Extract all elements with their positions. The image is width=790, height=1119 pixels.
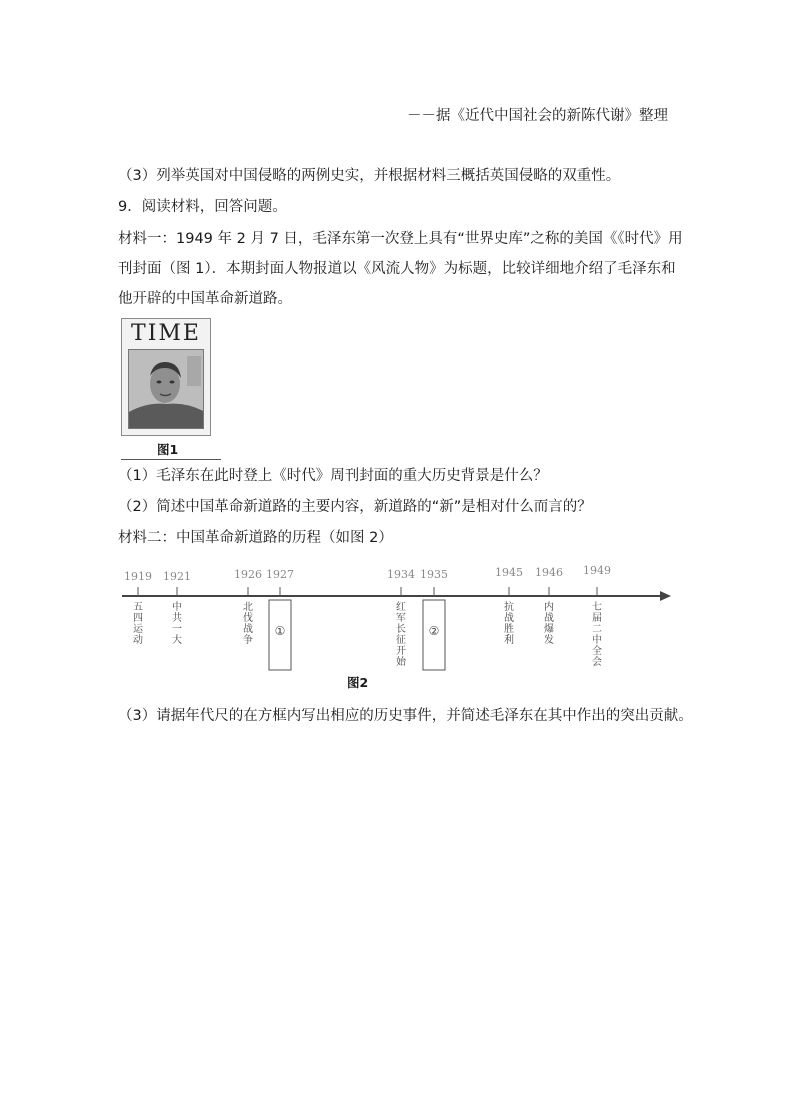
timeline-event-label: 北伐战争 [243, 602, 253, 646]
question-3-prev: （3）列举英国对中国侵略的两例史实，并根据材料三概括英国侵略的双重性。 [118, 168, 621, 184]
timeline-year-1946: 1946 [535, 566, 563, 579]
material-1-line-3: 他开辟的中国革命新道路。 [118, 291, 292, 307]
timeline-event-label: 抗战胜利 [504, 602, 514, 646]
material-1-line-1: 材料一：1949 年 2 月 7 日，毛泽东第一次登上具有“世界史库”之称的美国《《时代》用 [118, 231, 683, 247]
source-attribution: －－据《近代中国社会的新陈代谢》整理 [407, 108, 668, 124]
timeline-arrow [660, 591, 671, 601]
portrait-illustration [128, 349, 204, 429]
timeline-year-1934: 1934 [387, 568, 415, 581]
question-3: （3）请据年代尺的在方框内写出相应的历史事件，并简述毛泽东在其中作出的突出贡献。 [118, 708, 693, 724]
timeline-event-label: 内战爆发 [544, 602, 554, 646]
timeline-event-label: 中共一大 [172, 602, 182, 646]
portrait-icon [129, 350, 204, 429]
question-1: （1）毛泽东在此时登上《时代》周刊封面的重大历史背景是什么？ [118, 468, 548, 484]
timeline-year-1945: 1945 [495, 566, 523, 579]
timeline-blank-marker: ① [274, 624, 286, 638]
timeline-year-1935: 1935 [420, 568, 448, 581]
timeline-year-1949: 1949 [583, 564, 611, 577]
question-9-title: 9．阅读材料，回答问题。 [118, 199, 287, 215]
material-1-line-2: 刊封面（图 1）．本期封面人物报道以《风流人物》为标题，比较详细地介绍了毛泽东和 [118, 261, 676, 277]
cover-masthead: TIME [131, 321, 201, 346]
timeline-event-label: 七届二中全会 [592, 602, 602, 668]
figure-1-caption: 图1 [157, 442, 179, 457]
timeline-year-1921: 1921 [163, 570, 191, 583]
timeline-chart [118, 560, 678, 675]
material-2: 材料二：中国革命新道路的历程（如图 2） [118, 530, 393, 546]
timeline-event-label: 五四运动 [133, 602, 143, 646]
timeline-year-1919: 1919 [124, 570, 152, 583]
figure-2-caption: 图2 [347, 675, 369, 690]
figure-1-divider [121, 459, 221, 460]
timeline-year-1927: 1927 [266, 568, 294, 581]
timeline-blank-marker: ② [428, 624, 440, 638]
timeline-event-label: 红军长征开始 [396, 602, 406, 668]
timeline-year-1926: 1926 [234, 568, 262, 581]
time-magazine-cover [121, 318, 211, 436]
question-2: （2）简述中国革命新道路的主要内容，新道路的“新”是相对什么而言的？ [118, 499, 592, 515]
